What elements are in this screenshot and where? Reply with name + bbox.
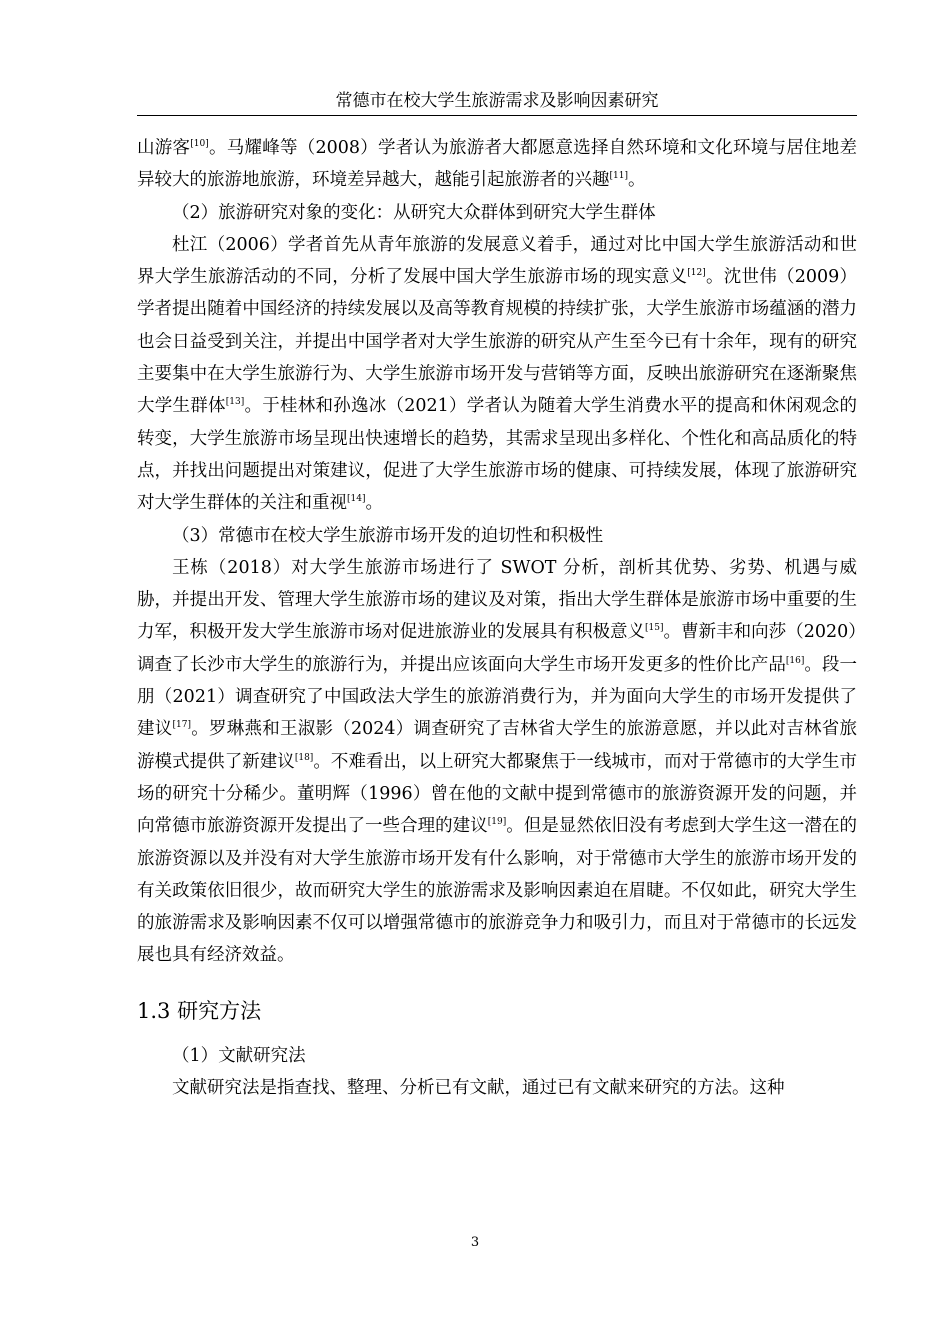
subheading: （3）常德市在校大学生旅游市场开发的迫切性和积极性 [172,525,604,546]
paragraph: 杜江（2006）学者首先从青年旅游的发展意义着手，通过对比中国大学生旅游活动和世界大学生旅游活动的不同，分析了发展中国大学生旅游市场的现实意义[12]。沈世伟（2009）学者提出随着中国经济的持续发展以及高等教育规模的持续扩张，大学生旅游市场蕴涵的潜力也会日益受到关注，并提出中国学者对大学生旅游的研究从产生至今已有十余年，现有的研究主要集中在大学生旅游行为、大学生旅游市场开发与营销等方面，反映出旅游研究在逐渐聚焦大学生群体[13]。于桂林和孙逸冰（2021）学者认为随着大学生消费水平的提高和休闲观念的转变，大学生旅游市场呈现出快速增长的趋势，其需求呈现出多样化、个性化和高品质化的特点，并找出问题提出对策建议，促进了大学生旅游市场的健康、可持续发展，体现了旅游研究对大学生群体的关注和重视[14]。 [137,234,857,514]
paragraph: 文献研究法是指查找、整理、分析已有文献，通过已有文献来研究的方法。这种 [172,1078,785,1099]
paragraph: 山游客[10]。马耀峰等（2008）学者认为旅游者大都愿意选择自然环境和文化环境与居住地差异较大的旅游地旅游，环境差异越大，越能引起旅游者的兴趣[11]。 [137,138,857,191]
citation: [17] [172,720,191,731]
citation: [14] [347,494,366,505]
subheading: （2）旅游研究对象的变化：从研究大众群体到研究大学生群体 [172,202,656,223]
paragraph: 王栋（2018）对大学生旅游市场进行了 SWOT 分析，剖析其优势、劣势、机遇与威胁，并提出开发、管理大学生旅游市场的建议及对策，指出大学生群体是旅游市场中重要的生力军，积极开发大学生旅游市场对促进旅游业的发展具有积极意义[15]。曹新丰和向莎（2020）调查了长沙市大学生的旅游行为，并提出应该面向大学生市场开发更多的性价比产品[16]。段一朋（2021）调查研究了中国政法大学生的旅游消费行为，并为面向大学生的市场开发提供了建议[17]。罗琳燕和王淑影（2024）调查研究了吉林省大学生的旅游意愿，并以此对吉林省旅游模式提供了新建议[18]。不难看出，以上研究大都聚焦于一线城市，而对于常德市的大学生市场的研究十分稀少。董明辉（1996）曾在他的文献中提到常德市的旅游资源开发的问题，并向常德市旅游资源开发提出了一些合理的建议[19]。但是显然依旧没有考虑到大学生这一潜在的旅游资源以及并没有对大学生旅游市场开发有什么影响，对于常德市大学生的旅游市场开发的有关政策依旧很少，故而研究大学生的旅游需求及影响因素迫在眉睫。不仅如此，研究大学生的旅游需求及影响因素不仅可以增强常德市的旅游竞争力和吸引力，而且对于常德市的长远发展也具有经济效益。 [137,557,858,966]
citation: [18] [294,752,314,763]
citation: [15] [645,623,664,634]
running-header: 常德市在校大学生旅游需求及影响因素研究 [137,89,857,116]
citation: [12] [687,268,706,279]
citation: [16] [785,655,805,666]
page-number: 3 [470,1235,480,1250]
citation: [11] [609,171,628,182]
citation: [19] [487,817,507,828]
subheading: （1）文献研究法 [172,1045,306,1066]
citation: [10] [190,139,209,149]
document-body [137,132,857,1104]
section-heading: 1.3 研究方法 [137,998,262,1023]
citation: [13] [225,397,245,408]
